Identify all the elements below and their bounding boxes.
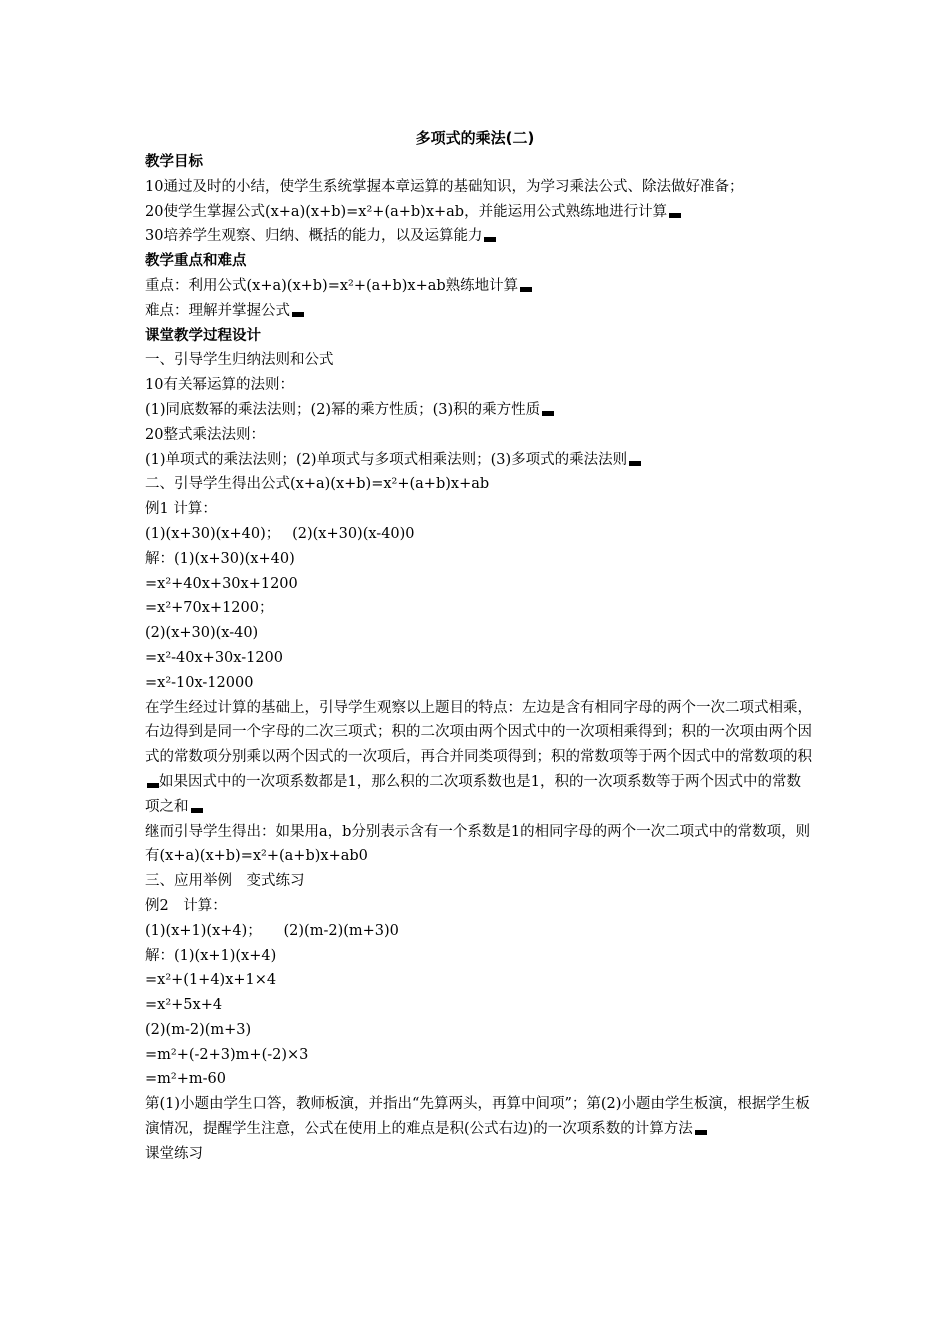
text-run: =m²+(-2+3)m+(-2)×3 — [145, 1046, 309, 1063]
text-run: 第(1)小题由学生口答，教师板演，并指出“先算两头，再算中间项”；第(2)小题由学生板演，根据学生板演情况，提醒学生注意，公式在使用上的难点是积(公式右边)的一次项系数的计算方法 — [145, 1096, 810, 1138]
paragraph — [145, 224, 813, 249]
sentence-end-mark — [191, 808, 203, 813]
text-run: 例1 计算： — [145, 501, 217, 518]
text-run: 在学生经过计算的基础上，引导学生观察以上题目的特点：左边是含有相同字母的两个一次二项式相乘，右边得到是同一个字母的二次三项式；积的二次项由两个因式中的一次项相乘得到；积的一次项由两个因式的常数项分别乘以两个因式的一次项后，再合并同类项得到；积的常数项等于两个因式中的常数项的积 — [145, 699, 812, 766]
sentence-end-mark — [292, 312, 304, 317]
document-body — [145, 150, 813, 1167]
paragraph — [145, 348, 813, 373]
text-run: 解：(1)(x+30)(x+40) — [145, 550, 295, 567]
text-run: 难点：理解并掌握公式 — [145, 302, 290, 319]
paragraph — [145, 919, 813, 944]
text-run: =x²+5x+4 — [145, 997, 223, 1014]
text-run: 如果因式中的一次项系数都是1，那么积的二次项系数也是1，积的一次项系数等于两个因式中的常数项之和 — [145, 773, 801, 815]
text-run: 30培养学生观察、归纳、概括的能力，以及运算能力 — [145, 228, 483, 245]
paragraph — [145, 1142, 813, 1167]
text-run: 教学重点和难点 — [145, 253, 247, 270]
paragraph — [145, 175, 813, 200]
paragraph — [145, 423, 813, 448]
text-run: =x²+40x+30x+1200 — [145, 575, 298, 592]
sentence-end-mark — [629, 461, 641, 466]
text-run: =x²+70x+1200； — [145, 600, 274, 617]
paragraph — [145, 696, 813, 820]
paragraph — [145, 869, 813, 894]
text-run: =m²+m-60 — [145, 1071, 226, 1088]
paragraph — [145, 820, 813, 870]
paragraph — [145, 1043, 813, 1068]
paragraph — [145, 448, 813, 473]
paragraph — [145, 1092, 813, 1142]
text-run: (1)(x+1)(x+4)； (2)(m-2)(m+3)0 — [145, 922, 399, 939]
paragraph — [145, 671, 813, 696]
paragraph — [145, 993, 813, 1018]
text-run: (1)单项式的乘法法则；(2)单项式与多项式相乘法则；(3)多项式的乘法法则 — [145, 451, 628, 468]
document-title: 多项式的乘法(二) — [415, 129, 535, 147]
paragraph — [145, 646, 813, 671]
sentence-end-mark — [542, 411, 554, 416]
sentence-end-mark — [484, 237, 496, 242]
text-run: (2)(x+30)(x-40) — [145, 625, 259, 642]
text-run: 继而引导学生得出：如果用a，b分别表示含有一个系数是1的相同字母的两个一次二项式中的常数项，则有(x+a)(x+b)=x²+(a+b)x+ab0 — [145, 823, 811, 865]
paragraph — [145, 621, 813, 646]
paragraph — [145, 200, 813, 225]
paragraph — [145, 547, 813, 572]
paragraph — [145, 1018, 813, 1043]
section-heading — [145, 150, 813, 175]
section-heading — [145, 249, 813, 274]
paragraph — [145, 944, 813, 969]
section-heading — [145, 324, 813, 349]
text-run: 一、引导学生归纳法则和公式 — [145, 352, 334, 369]
paragraph — [145, 572, 813, 597]
paragraph — [145, 472, 813, 497]
text-run: 二、引导学生得出公式(x+a)(x+b)=x²+(a+b)x+ab — [145, 476, 490, 493]
text-run: (1)同底数幂的乘法法则；(2)幂的乘方性质；(3)积的乘方性质 — [145, 401, 541, 418]
text-run: (1)(x+30)(x+40)； (2)(x+30)(x-40)0 — [145, 525, 415, 542]
text-run: 20整式乘法法则： — [145, 426, 265, 443]
text-run: 例2 计算： — [145, 897, 227, 914]
paragraph — [145, 522, 813, 547]
paragraph — [145, 1067, 813, 1092]
text-run: 课堂练习 — [145, 1145, 203, 1162]
text-run: 三、应用举例 变式练习 — [145, 873, 305, 890]
sentence-end-mark — [520, 287, 532, 292]
paragraph — [145, 968, 813, 993]
paragraph — [145, 894, 813, 919]
text-run: =x²-40x+30x-1200 — [145, 649, 283, 666]
text-run: 10通过及时的小结，使学生系统掌握本章运算的基础知识，为学习乘法公式、除法做好准备； — [145, 178, 744, 195]
paragraph — [145, 497, 813, 522]
sentence-end-mark — [669, 213, 681, 218]
text-run: 课堂教学过程设计 — [145, 327, 261, 344]
paragraph — [145, 398, 813, 423]
text-run: 教学目标 — [145, 154, 203, 170]
text-run: (2)(m-2)(m+3) — [145, 1021, 252, 1038]
text-run: 20使学生掌握公式(x+a)(x+b)=x²+(a+b)x+ab，并能运用公式熟练地进行计算 — [145, 203, 668, 220]
paragraph — [145, 274, 813, 299]
sentence-end-mark — [147, 783, 159, 788]
paragraph — [145, 373, 813, 398]
sentence-end-mark — [695, 1130, 707, 1135]
text-run: 10有关幂运算的法则： — [145, 377, 294, 394]
text-run: 重点：利用公式(x+a)(x+b)=x²+(a+b)x+ab熟练地计算 — [145, 277, 519, 294]
paragraph — [145, 299, 813, 324]
text-run: =x²-10x-12000 — [145, 674, 254, 691]
text-run: =x²+(1+4)x+1×4 — [145, 972, 277, 989]
text-run: 解：(1)(x+1)(x+4) — [145, 947, 277, 964]
paragraph — [145, 596, 813, 621]
